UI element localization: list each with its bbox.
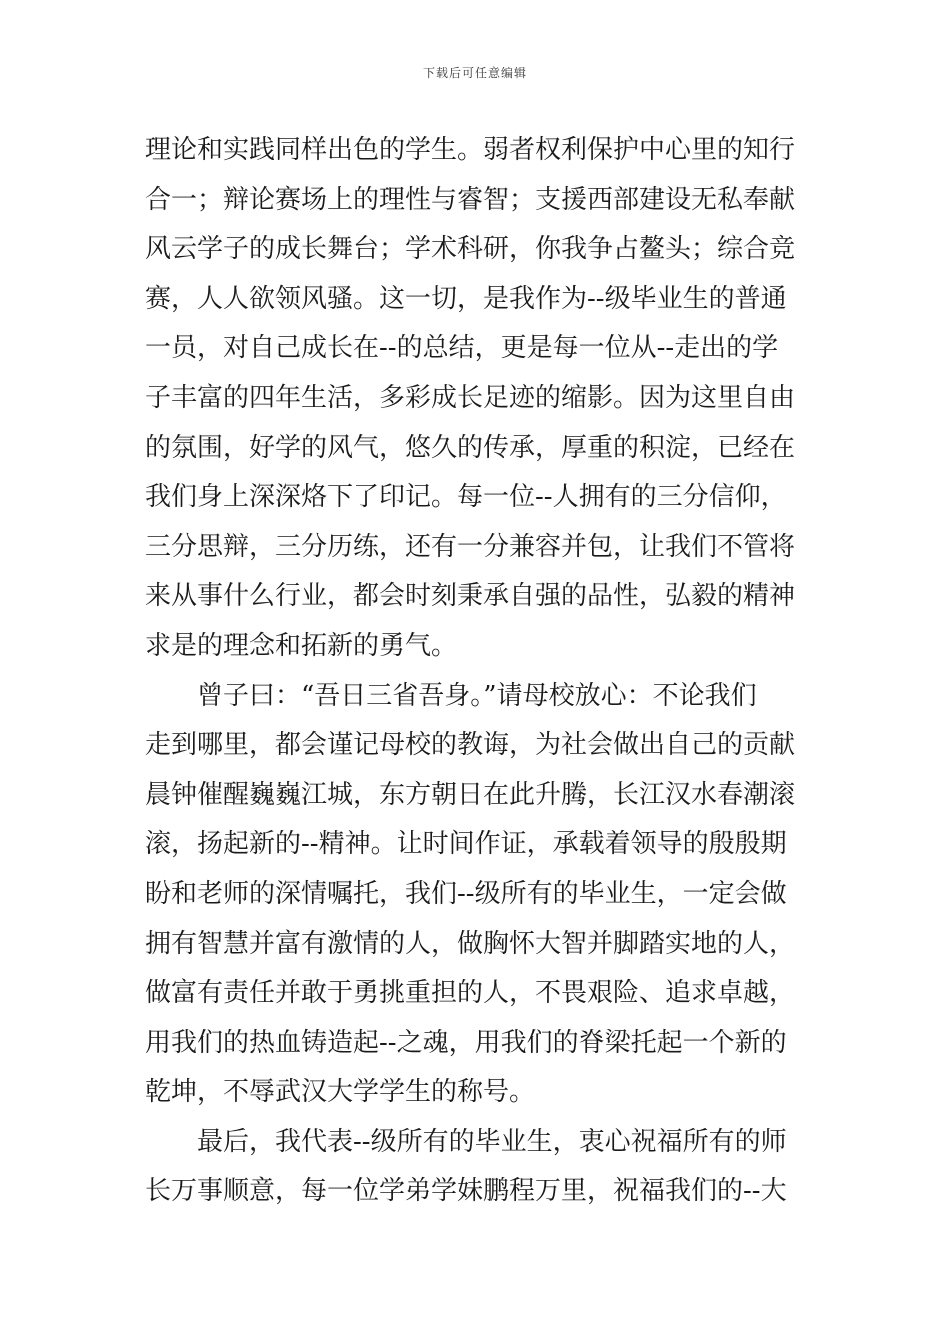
- text-line: 滚，扬起新的--精神。让时间作证，承载着领导的殷殷期: [145, 829, 787, 860]
- text-line: 求是的理念和拓新的勇气。: [145, 630, 458, 661]
- text-line: 拥有智慧并富有激情的人，做胸怀大智并脚踏实地的人，: [145, 928, 796, 959]
- text-line: 盼和老师的深情嘱托，我们--级所有的毕业生，一定会做: [145, 878, 787, 909]
- text-line: 三分思辩，三分历练，还有一分兼容并包，让我们不管将: [145, 531, 796, 562]
- text-line: 长万事顺意，每一位学弟学妹鹏程万里，祝福我们的--大: [145, 1176, 787, 1207]
- body-text: [145, 126, 809, 1217]
- text-line: 子丰富的四年生活，多彩成长足迹的缩影。因为这里自由: [145, 382, 796, 413]
- text-line: 晨钟催醒巍巍江城，东方朝日在此升腾，长江汉水春潮滚: [145, 779, 796, 810]
- text-line: 最后，我代表--级所有的毕业生，衷心祝福所有的师: [197, 1126, 787, 1157]
- page-header: 下载后可任意编辑: [422, 66, 527, 80]
- text-line: 做富有责任并敢于勇挑重担的人，不畏艰险、追求卓越，: [145, 978, 796, 1009]
- text-line: 合一；辩论赛场上的理性与睿智；支援西部建设无私奉献: [145, 184, 796, 215]
- text-line: 来从事什么行业，都会时刻秉承自强的品性，弘毅的精神: [145, 581, 796, 612]
- text-line: 理论和实践同样出色的学生。弱者权利保护中心里的知行: [145, 135, 796, 165]
- text-line: 用我们的热血铸造起--之魂，用我们的脊梁托起一个新的: [145, 1027, 787, 1058]
- text-line: 曾子曰：“吾日三省吾身。”请母校放心：不论我们: [197, 680, 757, 711]
- text-line: 乾坤，不辱武汉大学学生的称号。: [145, 1077, 536, 1108]
- text-line: 风云学子的成长舞台；学术科研，你我争占鳌头；综合竞: [145, 234, 796, 265]
- text-line: 的氛围，好学的风气，悠久的传承，厚重的积淀，已经在: [145, 432, 796, 463]
- text-line: 我们身上深深烙下了印记。每一位--人拥有的三分信仰，: [145, 482, 787, 513]
- text-line: 赛，人人欲领风骚。这一切，是我作为--级毕业生的普通: [145, 283, 787, 314]
- text-line: 一员，对自己成长在--的总结，更是每一位从--走出的学: [145, 333, 779, 364]
- text-line: 走到哪里，都会谨记母校的教诲，为社会做出自己的贡献: [145, 730, 796, 761]
